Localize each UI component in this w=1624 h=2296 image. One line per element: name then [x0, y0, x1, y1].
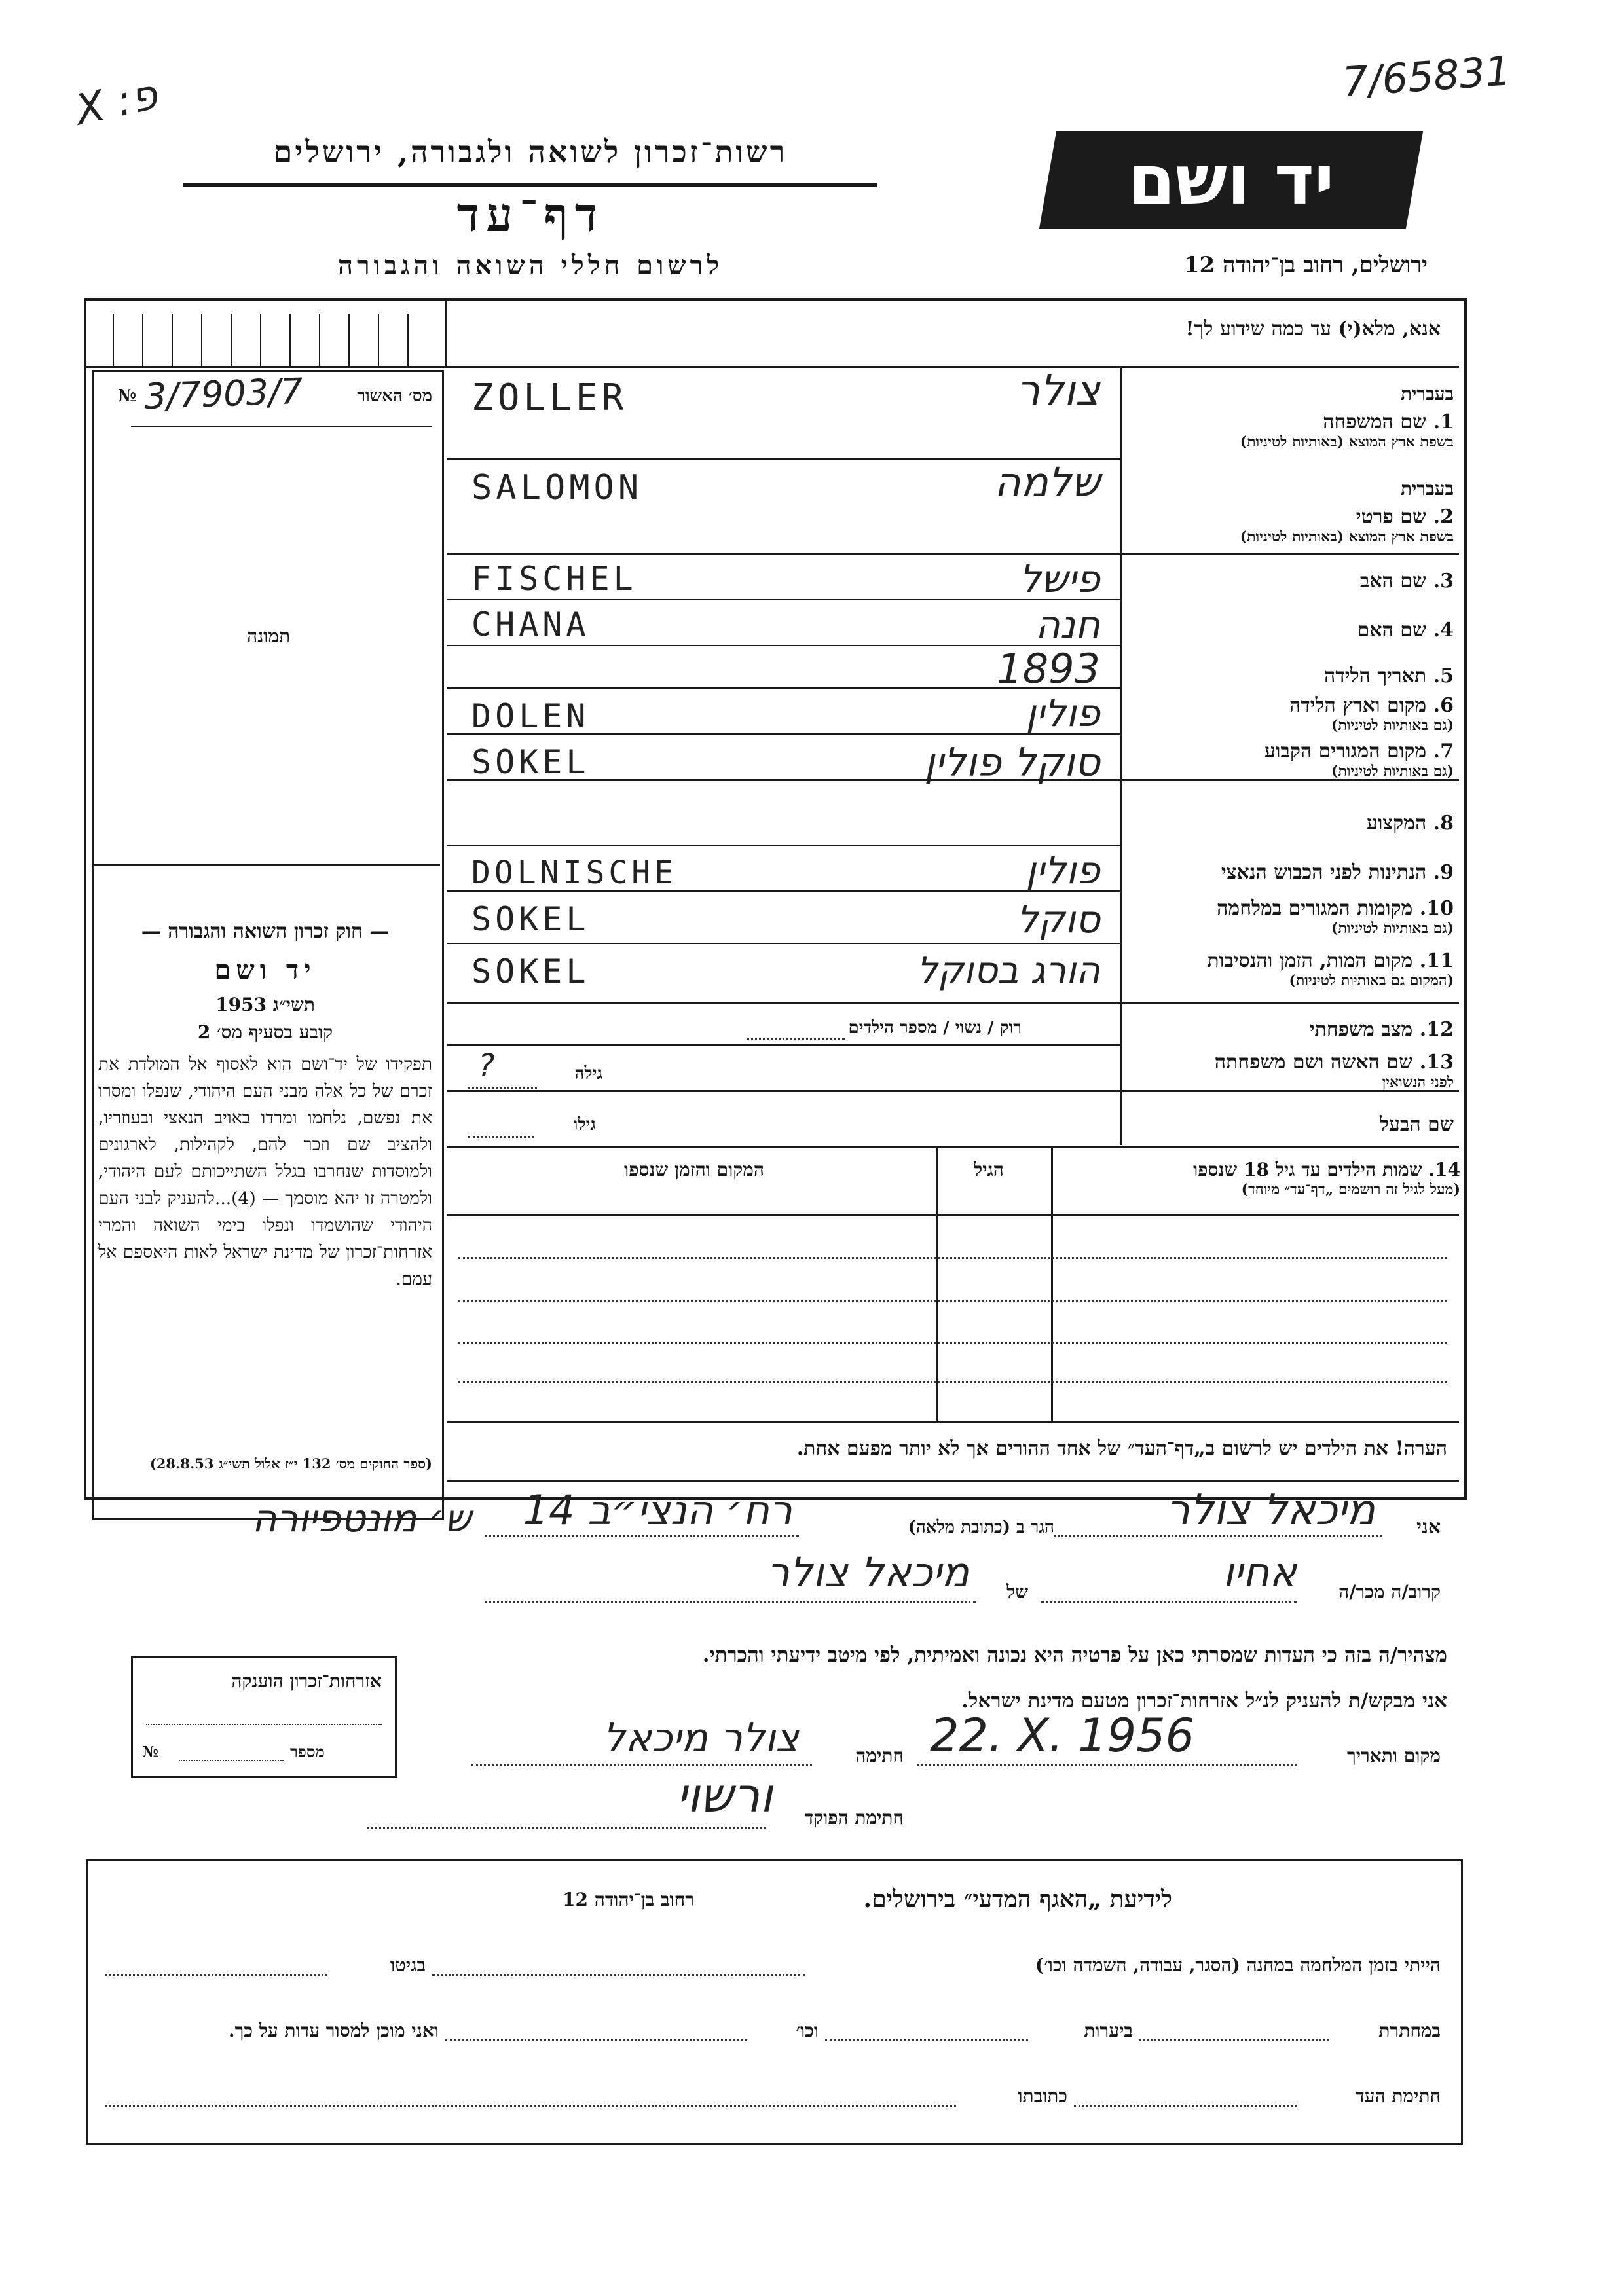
declarant-address-2: ש׳ מונטפיורה: [251, 1496, 471, 1540]
officer-signature: ורשוי: [676, 1768, 773, 1823]
law-body: תפקידו של יד־ושם הוא לאסוף אל המולדת את זכרם של כל אלה מבני העם היהודי, שנפלו ומסרו את נפשם, נלחמו ומרדו באויב הנאצי ובעוזריו, ולהציב שם וזכר להם, לקהילות, לארגונים ולמוסדות שנחרבו בגלל השתייכותם לעם היהודי, ולמטרה זו יהא מוסמך — (4)...להעניק לבני העם היהודי שהושמדו ונפלו בימי השואה והמרי אזרחות־זכרון של מדינת ישראל לאות היאספם אל עמם.: [98, 1054, 432, 1289]
relative-label: קרוב/ה מכר/ה: [1338, 1581, 1441, 1603]
field-7-hebrew: סוקל פולין: [924, 740, 1100, 786]
field-1-latin: ZOLLER: [471, 376, 628, 419]
footer-line3-a: חתימת העד: [1356, 2085, 1441, 2107]
field-1: [1126, 383, 1454, 450]
field-13-age-label: גילה: [574, 1064, 602, 1084]
field-13-label: שם האשה ושם משפחתה: [1214, 1051, 1413, 1074]
approval-label: מס׳ האשור: [357, 386, 432, 406]
yad-vashem-logo: [1039, 131, 1423, 229]
field-8: [1126, 812, 1454, 835]
children-col-age: הגיל: [974, 1159, 1004, 1180]
declarant-resides-label: הגר ב (כתובת מלאה): [908, 1518, 1054, 1537]
declarant-ani: אני: [1416, 1516, 1441, 1539]
law-year: תשי״ג 1953: [215, 994, 315, 1015]
field-4-label: שם האם: [1357, 619, 1427, 642]
field-13-num: 13.: [1419, 1051, 1454, 1074]
field-9-hebrew: פולין: [1025, 848, 1100, 892]
law-name: יד ושם: [214, 955, 316, 985]
of-label: של: [1006, 1581, 1028, 1603]
field-12-label: מצב משפחתי: [1309, 1018, 1413, 1041]
field-11-num: 11.: [1419, 949, 1454, 972]
field-12: [1126, 1018, 1454, 1041]
field-6-hebrew: פולין: [1025, 691, 1100, 735]
request-text: אני מבקש/ת להעניק לנ״ל אזרחות־זכרון מטעם מדינת ישראל.: [961, 1689, 1447, 1713]
photo-law-frame: [92, 370, 444, 1520]
no-symbol: №: [118, 386, 137, 406]
signature-label: חתימה: [855, 1745, 904, 1766]
field-6: [1126, 694, 1454, 734]
field-3-latin: FISCHEL: [471, 560, 637, 598]
field-2-sub: בשפת ארץ המוצא (באותיות לטיניות): [1240, 528, 1454, 545]
field-11-hebrew: הורג בסוקל: [917, 949, 1100, 992]
field-1-sub: בשפת ארץ המוצא (באותיות לטיניות): [1240, 433, 1454, 450]
field-1-label: שם המשפחה: [1323, 410, 1427, 433]
children-header: [1061, 1159, 1460, 1198]
field-2: [1126, 478, 1454, 545]
field-6-sub: (גם באותיות לטיניות): [1331, 717, 1454, 734]
citizenship-number-label: מספר: [290, 1742, 325, 1761]
date-value: 22. X. 1956: [930, 1709, 1195, 1762]
file-mark: X :פ: [71, 70, 162, 136]
approval-number: 3/7903/7: [143, 370, 304, 418]
field-11-latin: SOKEL: [471, 953, 590, 991]
left-panel: [92, 370, 445, 1496]
field-10-label: מקומות המגורים במלחמה: [1217, 897, 1413, 920]
authority-name: רשות־זכרון לשואה ולגבורה, ירושלים: [273, 134, 788, 170]
field-husband: [1126, 1113, 1454, 1136]
field-13-sub: לפני הנשואין: [1382, 1074, 1454, 1091]
field-5: [1126, 665, 1454, 687]
logo-text: יד ושם: [1128, 140, 1335, 220]
field-2-num: 2.: [1433, 505, 1454, 528]
field-5-label: תאריך הלידה: [1324, 665, 1427, 687]
field-husband-age-label: גילו: [573, 1115, 596, 1135]
field-9: [1126, 861, 1454, 884]
field-7-label: מקום המגורים הקבוע: [1264, 740, 1427, 763]
field-1-num: 1.: [1433, 410, 1454, 433]
field-6-num: 6.: [1433, 694, 1454, 717]
relation-value: אחיו: [1223, 1548, 1297, 1596]
field-4-latin: CHANA: [471, 606, 590, 644]
field-9-latin: DOLNISCHE: [471, 854, 678, 891]
field-10-latin: SOKEL: [471, 900, 590, 938]
field-12-options: רוק / נשוי / מספר הילדים: [848, 1018, 1022, 1038]
field-5-value: 1893: [997, 645, 1100, 693]
field-9-num: 9.: [1433, 861, 1454, 884]
law-reference: (ספר החוקים מס׳ 132 י״ז אלול תשי״ג 28.8.53): [149, 1455, 432, 1472]
children-num: 14.: [1428, 1159, 1460, 1180]
field-8-num: 8.: [1433, 812, 1454, 835]
place-date-label: מקום ותאריך: [1346, 1745, 1441, 1766]
footer-line1-b: בגיטו: [390, 1954, 426, 1976]
citizenship-no-symbol: №: [143, 1743, 158, 1760]
field-3-label: שם האב: [1359, 570, 1427, 592]
officer-label: חתימת הפוקד: [804, 1807, 904, 1829]
field-8-label: המקצוע: [1366, 812, 1427, 835]
law-title: — חוק זכרון השואה והגבורה —: [141, 920, 390, 943]
field-11: [1126, 949, 1454, 989]
field-1-hebrew-tag: בעברית: [1400, 383, 1454, 405]
footer-line2-a: במחתרת: [1378, 2020, 1441, 2041]
field-husband-label: שם הבעל: [1379, 1113, 1454, 1136]
field-11-label: מקום המות, הזמן והנסיבות: [1207, 949, 1413, 972]
citizenship-box: [131, 1656, 397, 1778]
ticks-box: [86, 301, 445, 366]
document-number: 7/65831: [1340, 46, 1513, 106]
footer-line3-b: כתובתו: [1018, 2085, 1067, 2107]
children-title: שמות הילדים עד גיל 18 שנספו: [1193, 1159, 1422, 1180]
field-6-label: מקום וארץ הלידה: [1289, 694, 1427, 717]
field-10-sub: (גם באותיות לטיניות): [1331, 920, 1454, 937]
footer-address: רחוב בן־יהודה 12: [563, 1889, 694, 1910]
declarant-address: רח׳ הנצי״ב 14: [523, 1486, 792, 1534]
field-4-num: 4.: [1433, 619, 1454, 642]
children-sub: (מעל לגיל זה רושמים „דף־עד״ מיוחד): [1241, 1181, 1460, 1198]
field-4-hebrew: חנה: [1035, 602, 1100, 647]
field-12-num: 12.: [1419, 1018, 1454, 1041]
declaration-text: מצהיר/ה בזה כי העדות שמסרתי כאן על פרטיה היא נכונה ואמיתית, לפי מיטב ידיעתי והכרתי.: [702, 1643, 1447, 1667]
footer-line2-c: וכו׳: [796, 2020, 819, 2041]
field-3: [1126, 570, 1454, 592]
field-13: [1126, 1051, 1454, 1091]
field-2-hebrew-tag: בעברית: [1400, 478, 1454, 500]
field-2-latin: SALOMON: [471, 468, 643, 507]
declarant-name: מיכאל צולר: [1166, 1486, 1375, 1535]
footer-line2-b: ביערות: [1084, 2020, 1133, 2041]
field-2-label: שם פרטי: [1356, 505, 1427, 528]
intro-text: אנא, מלא(י) עד כמה שידוע לך!: [1185, 318, 1441, 340]
field-7-sub: (גם באותיות לטיניות): [1331, 763, 1454, 780]
note-text: הערה! את הילדים יש לרשום ב„דף־העד״ של אחד ההורים אך לא יותר מפעם אחת.: [796, 1437, 1447, 1460]
field-10-hebrew: סוקל: [1016, 897, 1100, 941]
field-7-num: 7.: [1433, 740, 1454, 763]
footer-line1-a: הייתי בזמן המלחמה במחנה (הסגר, עבודה, השמדה וכו׳): [1035, 1954, 1441, 1976]
field-10-num: 10.: [1419, 897, 1454, 920]
field-10: [1126, 897, 1454, 937]
header-address: ירושלים, רחוב בן־יהודה 12: [1183, 252, 1428, 278]
footer-line2-d: ואני מוכן למסור עדות על כך.: [228, 2020, 439, 2041]
signature-value: צולר מיכאל: [602, 1715, 799, 1761]
field-7: [1126, 740, 1454, 780]
footer-title: לידיעת „האגף המדעי״ בירושלים.: [863, 1886, 1172, 1913]
field-1-hebrew: צולר: [1016, 367, 1100, 415]
field-3-hebrew: פישל: [1019, 556, 1100, 601]
children-col-place: המקום והזמן שנספו: [624, 1159, 764, 1180]
form-subtitle: לרשום חללי השואה והגבורה: [337, 250, 724, 281]
field-3-num: 3.: [1433, 570, 1454, 592]
field-13-age-value: ?: [478, 1048, 495, 1084]
field-7-latin: SOKEL: [471, 743, 590, 781]
field-9-label: הנתינות לפני הכבוש הנאצי: [1221, 861, 1427, 884]
of-name: מיכאל צולר: [766, 1548, 969, 1596]
field-11-sub: (המקום גם באותיות לטיניות): [1289, 972, 1454, 989]
form-title: דף־עד: [456, 187, 604, 242]
field-5-num: 5.: [1433, 665, 1454, 687]
photo-label: תמונה: [246, 625, 291, 647]
field-2-hebrew: שלמה: [994, 458, 1100, 506]
field-4: [1126, 619, 1454, 642]
field-6-latin: DOLEN: [471, 697, 590, 735]
law-clause: קובע בסעיף מס׳ 2: [197, 1021, 333, 1043]
citizenship-title: אזרחות־זכרון הוענקה: [231, 1670, 382, 1692]
